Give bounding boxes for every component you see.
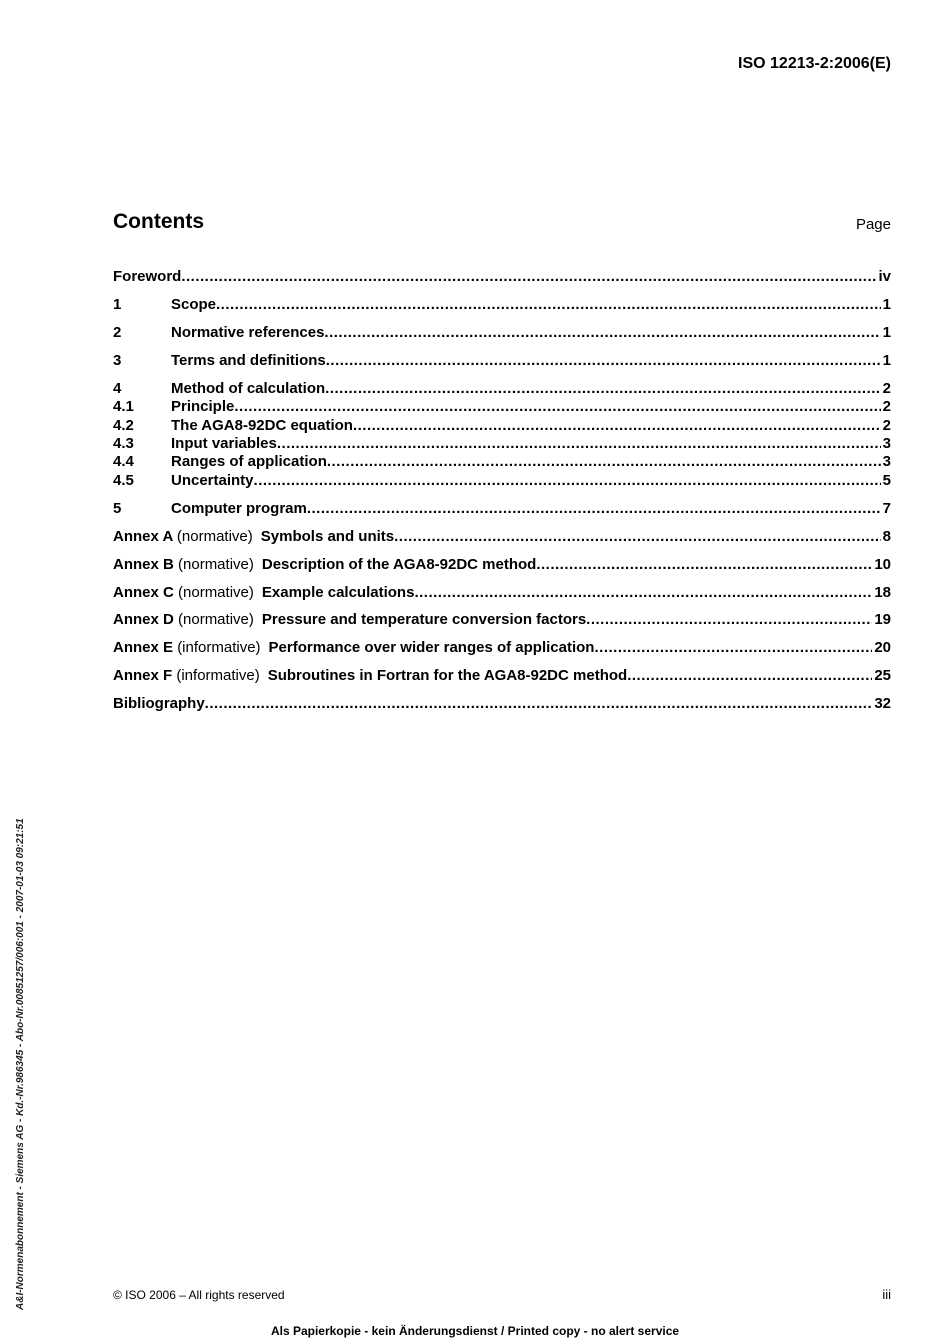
toc-leader-dots [594,639,872,657]
toc-entry-method-of-calculation[interactable] [113,380,891,398]
toc-entry-normative-references[interactable] [113,324,891,342]
annex-label [113,639,269,657]
toc-entry-annex-e[interactable] [113,639,891,657]
annex-type: (informative) [176,667,260,684]
document-id: ISO 12213-2:2006(E) [738,55,891,72]
license-watermark: A&I-Normenabonnement - Siemens AG - Kd.-Nr.986345 - Abo-Nr.00851257/006:001 - 2007-01-03 09:21:51 [15,818,26,1310]
toc-entry-number: 4.3 [113,435,134,452]
toc-entry-ranges-of-application[interactable] [113,453,891,471]
annex-label [113,611,262,629]
toc-leader-dots [353,417,881,435]
toc-entry-title: Principle [171,398,235,415]
toc-leader-dots [586,611,872,629]
toc-entry-page: 1 [882,296,891,313]
toc-entry-title: Computer program [171,500,307,517]
toc-entry-annex-c[interactable] [113,584,891,602]
toc-entry-number: 4 [113,380,122,397]
toc-entry-annex-d[interactable] [113,611,891,629]
toc-entry-aga8-equation[interactable] [113,417,891,435]
toc-entry-title: Pressure and temperature conversion factors [261,611,587,628]
toc-entry-page: 2 [882,398,891,415]
toc-leader-dots [327,453,881,471]
toc-entry-title: Ranges of application [171,453,327,470]
toc-entry-bibliography[interactable] [113,695,891,713]
toc-entry-title: Uncertainty [171,472,254,489]
toc-leader-dots [536,556,872,574]
annex-label [113,584,262,602]
toc-entry-page: 10 [874,556,891,573]
toc-entry-annex-a[interactable] [113,528,891,546]
toc-entry-page: 32 [874,695,891,712]
annex-label [113,528,261,546]
toc-entry-uncertainty[interactable] [113,472,891,490]
toc-entry-page: 7 [882,500,891,517]
toc-entry-page: 3 [882,435,891,452]
toc-entry-title: Normative references [171,324,325,341]
toc-entry-title: Input variables [171,435,277,452]
toc-entry-computer-program[interactable] [113,500,891,518]
toc-entry-page: 2 [882,417,891,434]
toc-entry-terms-definitions[interactable] [113,352,891,370]
toc-entry-page: 19 [874,611,891,628]
toc-entry-page: 25 [874,667,891,684]
annex-letter: Annex B [113,556,174,573]
toc-entry-annex-b[interactable] [113,556,891,574]
toc-entry-page: 1 [882,324,891,341]
copyright-notice: © ISO 2006 – All rights reserved [113,1288,285,1302]
toc-entry-number: 4.2 [113,417,134,434]
toc-leader-dots [394,528,881,546]
annex-letter: Annex A [113,528,173,545]
annex-type: (normative) [176,528,253,545]
toc-entry-page: 5 [882,472,891,489]
annex-letter: Annex F [113,667,173,684]
toc-entry-page: 20 [874,639,891,656]
toc-leader-dots [216,296,881,314]
toc-entry-page: 1 [882,352,891,369]
toc-entry-scope[interactable] [113,296,891,314]
toc-leader-dots [205,695,873,713]
toc-entry-title: Example calculations [261,584,415,601]
toc-entry-number: 3 [113,352,122,369]
toc-entry-title: Symbols and units [260,528,395,545]
toc-entry-title: Terms and definitions [171,352,326,369]
toc-leader-dots [181,268,876,286]
toc-entry-title: Subroutines in Fortran for the AGA8-92DC method [267,667,628,684]
annex-label [113,556,262,574]
toc-entry-number: 2 [113,324,122,341]
toc-entry-title: Scope [171,296,217,313]
annex-type: (normative) [178,611,254,628]
toc-leader-dots [234,398,880,416]
toc-entry-number: 4.5 [113,472,134,489]
toc-leader-dots [325,380,880,398]
annex-letter: Annex D [113,611,174,628]
toc-entry-title: Method of calculation [171,380,326,397]
toc-entry-annex-f[interactable] [113,667,891,685]
annex-type: (normative) [178,584,254,601]
toc-entry-foreword[interactable] [113,268,891,286]
toc-entry-page: 18 [874,584,891,601]
toc-entry-title: Performance over wider ranges of application [268,639,595,656]
toc-leader-dots [324,324,880,342]
page-number: iii [882,1287,891,1302]
toc-entry-number: 4.4 [113,453,134,470]
toc-entry-input-variables[interactable] [113,435,891,453]
toc-entry-page: 2 [882,380,891,397]
toc-entry-page: iv [878,268,891,285]
toc-leader-dots [627,667,872,685]
toc-entry-title: Bibliography [113,695,205,712]
page-column-label: Page [855,216,891,233]
toc-entry-page: 3 [882,453,891,470]
toc-leader-dots [254,472,881,490]
page-title: Contents [113,210,204,233]
annex-letter: Annex C [113,584,174,601]
print-notice: Als Papierkopie - kein Änderungsdienst / Printed copy - no alert service [270,1324,680,1338]
toc-entry-title: Foreword [113,268,182,285]
toc-entry-title: Description of the AGA8-92DC method [261,556,537,573]
toc-entry-title: The AGA8-92DC equation [171,417,353,434]
annex-letter: Annex E [113,639,174,656]
toc-leader-dots [414,584,872,602]
annex-type: (normative) [178,556,254,573]
toc-entry-page: 8 [882,528,891,545]
toc-entry-principle[interactable] [113,398,891,416]
annex-label [113,667,268,685]
toc-leader-dots [307,500,881,518]
annex-type: (informative) [177,639,261,656]
toc-entry-number: 1 [113,296,122,313]
toc-entry-number: 5 [113,500,122,517]
toc-leader-dots [277,435,881,453]
toc-entry-number: 4.1 [113,398,134,415]
toc-leader-dots [326,352,881,370]
